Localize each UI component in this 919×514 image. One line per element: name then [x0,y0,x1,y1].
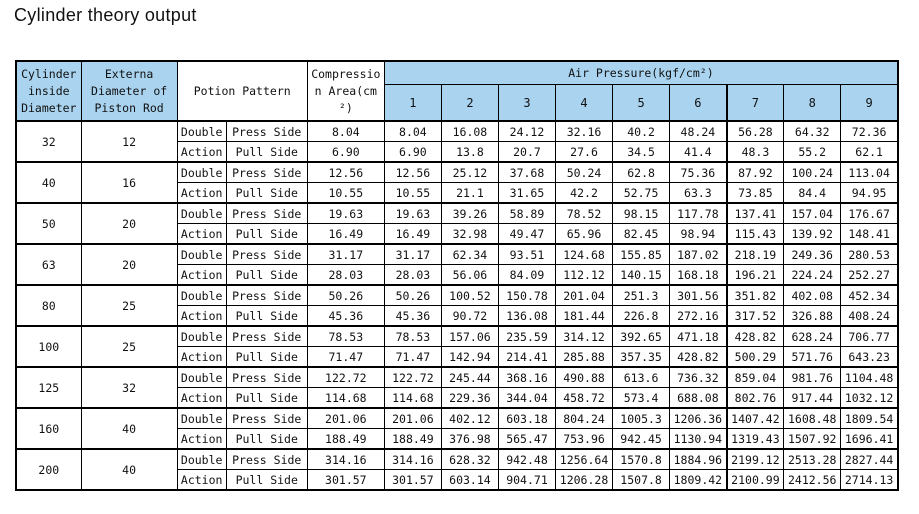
value-cell: 142.94 [441,347,498,368]
value-cell: 50.26 [384,285,441,306]
value-cell: 112.12 [556,265,613,286]
value-cell: 603.18 [498,408,555,429]
value-cell: 471.18 [670,326,727,347]
value-cell: 1206.28 [556,470,613,491]
header-compression-area: Compressio n Area(cm ²) [307,61,384,121]
value-cell: 84.4 [784,183,841,204]
value-cell: 124.68 [556,244,613,265]
action-label: Action [177,388,226,409]
value-cell: 52.75 [613,183,670,204]
value-cell: 122.72 [384,367,441,388]
value-cell: 25.12 [441,162,498,183]
value-cell: 326.88 [784,306,841,327]
value-cell: 150.78 [498,285,555,306]
value-cell: 40.2 [613,121,670,142]
value-cell: 48.24 [670,121,727,142]
value-cell: 1005.3 [613,408,670,429]
side-label: Pull Side [226,429,307,450]
value-cell: 78.53 [384,326,441,347]
area-cell: 10.55 [307,183,384,204]
rod-cell: 20 [81,244,177,285]
table-row [16,326,898,347]
value-cell: 65.96 [556,224,613,245]
value-cell: 49.47 [498,224,555,245]
double-label: Double [177,326,226,347]
side-label: Pull Side [226,265,307,286]
value-cell: 2513.28 [784,449,841,470]
action-label: Action [177,347,226,368]
value-cell: 41.4 [670,142,727,163]
header-pressure: 6 [670,85,727,122]
value-cell: 16.08 [441,121,498,142]
value-cell: 252.27 [841,265,898,286]
value-cell: 114.68 [384,388,441,409]
side-label: Pull Side [226,347,307,368]
value-cell: 137.41 [727,203,784,224]
rod-cell: 40 [81,408,177,449]
double-label: Double [177,203,226,224]
value-cell: 34.5 [613,142,670,163]
header-pressure: 4 [556,85,613,122]
value-cell: 181.44 [556,306,613,327]
header-pressure: 3 [498,85,555,122]
table-row [16,285,898,306]
value-cell: 314.16 [384,449,441,470]
value-cell: 229.36 [441,388,498,409]
value-cell: 981.76 [784,367,841,388]
side-label: Pull Side [226,306,307,327]
value-cell: 100.24 [784,162,841,183]
area-cell: 301.57 [307,470,384,491]
value-cell: 16.49 [384,224,441,245]
table-row [16,367,898,388]
value-cell: 753.96 [556,429,613,450]
value-cell: 55.2 [784,142,841,163]
value-cell: 188.49 [384,429,441,450]
value-cell: 201.06 [384,408,441,429]
value-cell: 71.47 [384,347,441,368]
area-cell: 6.90 [307,142,384,163]
side-label: Press Side [226,244,307,265]
value-cell: 402.12 [441,408,498,429]
value-cell: 226.8 [613,306,670,327]
value-cell: 1032.12 [841,388,898,409]
value-cell: 1319.43 [727,429,784,450]
double-label: Double [177,244,226,265]
value-cell: 62.8 [613,162,670,183]
table-row [16,449,898,470]
header-rod-diameter: Externa Diameter of Piston Rod [81,61,177,121]
rod-cell: 32 [81,367,177,408]
value-cell: 78.52 [556,203,613,224]
value-cell: 214.41 [498,347,555,368]
value-cell: 136.08 [498,306,555,327]
header-pressure: 1 [384,85,441,122]
value-cell: 224.24 [784,265,841,286]
value-cell: 63.3 [670,183,727,204]
value-cell: 218.19 [727,244,784,265]
value-cell: 56.06 [441,265,498,286]
value-cell: 1884.96 [670,449,727,470]
side-label: Pull Side [226,388,307,409]
value-cell: 314.12 [556,326,613,347]
header-pattern: Potion Pattern [177,61,307,121]
rod-cell: 40 [81,449,177,490]
value-cell: 1696.41 [841,429,898,450]
value-cell: 272.16 [670,306,727,327]
rod-cell: 25 [81,326,177,367]
rod-cell: 12 [81,121,177,162]
side-label: Pull Side [226,183,307,204]
value-cell: 28.03 [384,265,441,286]
table-row [16,203,898,224]
value-cell: 2412.56 [784,470,841,491]
value-cell: 402.08 [784,285,841,306]
value-cell: 58.89 [498,203,555,224]
value-cell: 2714.13 [841,470,898,491]
value-cell: 251.3 [613,285,670,306]
side-label: Press Side [226,367,307,388]
bore-cell: 100 [16,326,81,367]
bore-cell: 32 [16,121,81,162]
value-cell: 157.04 [784,203,841,224]
value-cell: 565.47 [498,429,555,450]
double-label: Double [177,408,226,429]
double-label: Double [177,449,226,470]
header-pressure: 2 [441,85,498,122]
value-cell: 628.24 [784,326,841,347]
value-cell: 500.29 [727,347,784,368]
side-label: Pull Side [226,142,307,163]
bore-cell: 80 [16,285,81,326]
action-label: Action [177,265,226,286]
value-cell: 187.02 [670,244,727,265]
value-cell: 157.06 [441,326,498,347]
value-cell: 573.4 [613,388,670,409]
header-pressure: 5 [613,85,670,122]
rod-cell: 16 [81,162,177,203]
value-cell: 351.82 [727,285,784,306]
side-label: Press Side [226,449,307,470]
value-cell: 32.16 [556,121,613,142]
value-cell: 82.45 [613,224,670,245]
cylinder-output-table [15,60,899,491]
table-row [16,121,898,142]
side-label: Pull Side [226,224,307,245]
area-cell: 71.47 [307,347,384,368]
table-row [16,162,898,183]
value-cell: 1507.92 [784,429,841,450]
value-cell: 571.76 [784,347,841,368]
rod-cell: 20 [81,203,177,244]
value-cell: 317.52 [727,306,784,327]
value-cell: 1407.42 [727,408,784,429]
page-title: Cylinder theory output [14,5,197,25]
area-cell: 50.26 [307,285,384,306]
area-cell: 201.06 [307,408,384,429]
bore-cell: 125 [16,367,81,408]
value-cell: 245.44 [441,367,498,388]
value-cell: 904.71 [498,470,555,491]
header-pressure: 7 [727,85,784,122]
value-cell: 2100.99 [727,470,784,491]
value-cell: 280.53 [841,244,898,265]
value-cell: 357.35 [613,347,670,368]
value-cell: 628.32 [441,449,498,470]
value-cell: 736.32 [670,367,727,388]
value-cell: 344.04 [498,388,555,409]
area-cell: 28.03 [307,265,384,286]
double-label: Double [177,285,226,306]
value-cell: 235.59 [498,326,555,347]
value-cell: 1809.54 [841,408,898,429]
value-cell: 802.76 [727,388,784,409]
value-cell: 113.04 [841,162,898,183]
value-cell: 98.94 [670,224,727,245]
action-label: Action [177,183,226,204]
value-cell: 2827.44 [841,449,898,470]
value-cell: 12.56 [384,162,441,183]
value-cell: 942.48 [498,449,555,470]
value-cell: 168.18 [670,265,727,286]
value-cell: 804.24 [556,408,613,429]
value-cell: 1608.48 [784,408,841,429]
double-label: Double [177,367,226,388]
action-label: Action [177,470,226,491]
action-label: Action [177,142,226,163]
side-label: Press Side [226,326,307,347]
value-cell: 917.44 [784,388,841,409]
value-cell: 148.41 [841,224,898,245]
value-cell: 301.57 [384,470,441,491]
value-cell: 64.32 [784,121,841,142]
value-cell: 10.55 [384,183,441,204]
value-cell: 301.56 [670,285,727,306]
value-cell: 84.09 [498,265,555,286]
side-label: Press Side [226,408,307,429]
side-label: Pull Side [226,470,307,491]
value-cell: 20.7 [498,142,555,163]
value-cell: 56.28 [727,121,784,142]
value-cell: 428.82 [727,326,784,347]
value-cell: 1809.42 [670,470,727,491]
value-cell: 13.8 [441,142,498,163]
value-cell: 613.6 [613,367,670,388]
area-cell: 78.53 [307,326,384,347]
value-cell: 100.52 [441,285,498,306]
value-cell: 201.04 [556,285,613,306]
value-cell: 428.82 [670,347,727,368]
value-cell: 249.36 [784,244,841,265]
header-air-pressure: Air Pressure(kgf/cm²) [384,61,898,85]
value-cell: 376.98 [441,429,498,450]
value-cell: 115.43 [727,224,784,245]
area-cell: 45.36 [307,306,384,327]
side-label: Press Side [226,162,307,183]
value-cell: 75.36 [670,162,727,183]
area-cell: 188.49 [307,429,384,450]
value-cell: 62.1 [841,142,898,163]
area-cell: 8.04 [307,121,384,142]
area-cell: 314.16 [307,449,384,470]
value-cell: 72.36 [841,121,898,142]
bore-cell: 50 [16,203,81,244]
value-cell: 603.14 [441,470,498,491]
value-cell: 452.34 [841,285,898,306]
value-cell: 48.3 [727,142,784,163]
rod-cell: 25 [81,285,177,326]
area-cell: 114.68 [307,388,384,409]
side-label: Press Side [226,121,307,142]
value-cell: 368.16 [498,367,555,388]
value-cell: 39.26 [441,203,498,224]
value-cell: 45.36 [384,306,441,327]
value-cell: 408.24 [841,306,898,327]
value-cell: 196.21 [727,265,784,286]
action-label: Action [177,429,226,450]
value-cell: 94.95 [841,183,898,204]
value-cell: 155.85 [613,244,670,265]
bore-cell: 40 [16,162,81,203]
bore-cell: 160 [16,408,81,449]
value-cell: 458.72 [556,388,613,409]
header-pressure: 8 [784,85,841,122]
value-cell: 859.04 [727,367,784,388]
area-cell: 12.56 [307,162,384,183]
double-label: Double [177,121,226,142]
value-cell: 21.1 [441,183,498,204]
value-cell: 139.92 [784,224,841,245]
value-cell: 42.2 [556,183,613,204]
value-cell: 1130.94 [670,429,727,450]
value-cell: 27.6 [556,142,613,163]
side-label: Press Side [226,203,307,224]
value-cell: 688.08 [670,388,727,409]
table-row [16,244,898,265]
value-cell: 176.67 [841,203,898,224]
value-cell: 643.23 [841,347,898,368]
value-cell: 90.72 [441,306,498,327]
bore-cell: 63 [16,244,81,285]
value-cell: 6.90 [384,142,441,163]
value-cell: 1206.36 [670,408,727,429]
table-row [16,408,898,429]
value-cell: 117.78 [670,203,727,224]
area-cell: 19.63 [307,203,384,224]
double-label: Double [177,162,226,183]
header-cylinder-diameter: Cylinder inside Diameter [16,61,81,121]
value-cell: 1570.8 [613,449,670,470]
value-cell: 1507.8 [613,470,670,491]
area-cell: 122.72 [307,367,384,388]
value-cell: 2199.12 [727,449,784,470]
value-cell: 1104.48 [841,367,898,388]
area-cell: 16.49 [307,224,384,245]
action-label: Action [177,306,226,327]
value-cell: 140.15 [613,265,670,286]
area-cell: 31.17 [307,244,384,265]
value-cell: 73.85 [727,183,784,204]
value-cell: 50.24 [556,162,613,183]
value-cell: 24.12 [498,121,555,142]
value-cell: 37.68 [498,162,555,183]
value-cell: 87.92 [727,162,784,183]
value-cell: 285.88 [556,347,613,368]
value-cell: 706.77 [841,326,898,347]
header-pressure: 9 [841,85,898,122]
side-label: Press Side [226,285,307,306]
value-cell: 490.88 [556,367,613,388]
action-label: Action [177,224,226,245]
value-cell: 1256.64 [556,449,613,470]
value-cell: 942.45 [613,429,670,450]
value-cell: 19.63 [384,203,441,224]
bore-cell: 200 [16,449,81,490]
value-cell: 93.51 [498,244,555,265]
value-cell: 98.15 [613,203,670,224]
value-cell: 392.65 [613,326,670,347]
value-cell: 31.65 [498,183,555,204]
value-cell: 32.98 [441,224,498,245]
value-cell: 62.34 [441,244,498,265]
value-cell: 31.17 [384,244,441,265]
value-cell: 8.04 [384,121,441,142]
